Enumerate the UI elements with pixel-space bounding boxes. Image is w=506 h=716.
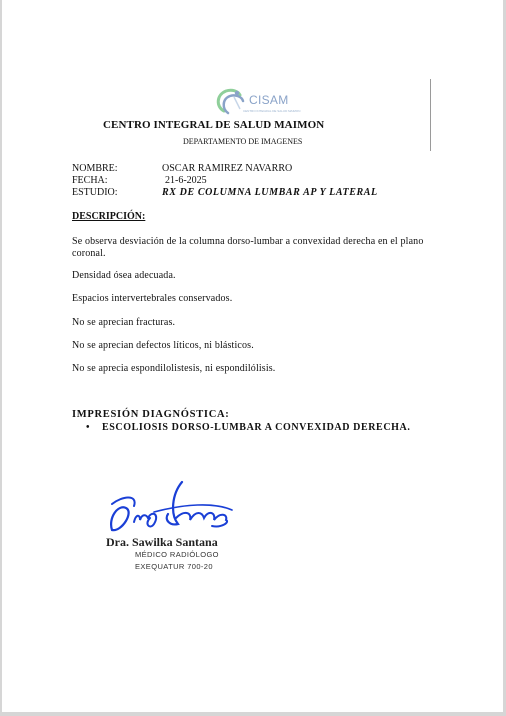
patient-name: OSCAR RAMIREZ NAVARRO [162, 163, 293, 174]
impression-text: ESCOLIOSIS DORSO-LUMBAR A CONVEXIDAD DERECHA. [102, 422, 411, 433]
impression-item [86, 422, 410, 433]
header-divider [430, 79, 431, 151]
description-heading: DESCRIPCIÓN: [72, 211, 146, 222]
finding-paragraph: Espacios intervertebrales conservados. [72, 293, 233, 304]
department-title: DEPARTAMENTO DE IMAGENES [183, 137, 303, 146]
page-edge-left [0, 0, 2, 716]
date-label: FECHA: [72, 175, 108, 186]
impression-heading: IMPRESIÓN DIAGNÓSTICA: [72, 409, 230, 420]
finding-paragraph: Densidad ósea adecuada. [72, 270, 176, 281]
finding-paragraph: No se aprecian defectos líticos, ni blásticos. [72, 340, 254, 351]
name-label: NOMBRE: [72, 163, 118, 174]
logo-subtitle: CENTRO INTEGRAL DE SALUD MAIMON [243, 109, 301, 113]
study-label: ESTUDIO: [72, 187, 118, 198]
handwritten-signature [104, 474, 238, 536]
organization-title: CENTRO INTEGRAL DE SALUD MAIMON [103, 119, 325, 131]
doctor-license: EXEQUATUR 700-20 [135, 562, 213, 571]
finding-paragraph: No se aprecian fracturas. [72, 317, 176, 328]
logo-wordmark: CISAM [249, 93, 289, 107]
study-name: RX DE COLUMNA LUMBAR AP Y LATERAL [162, 187, 378, 198]
doctor-name: Dra. Sawilka Santana [106, 535, 218, 549]
finding-paragraph: Se observa desviación de la columna dorso-lumbar a convexidad derecha en el plano coronal. [72, 236, 424, 259]
bullet-icon: • [86, 422, 91, 433]
page-edge-bottom [0, 712, 506, 716]
report-date: 21-6-2025 [165, 175, 207, 186]
finding-paragraph: No se aprecia espondilolistesis, ni espondilólisis. [72, 363, 276, 374]
doctor-title: MÉDICO RADIÓLOGO [135, 550, 219, 559]
